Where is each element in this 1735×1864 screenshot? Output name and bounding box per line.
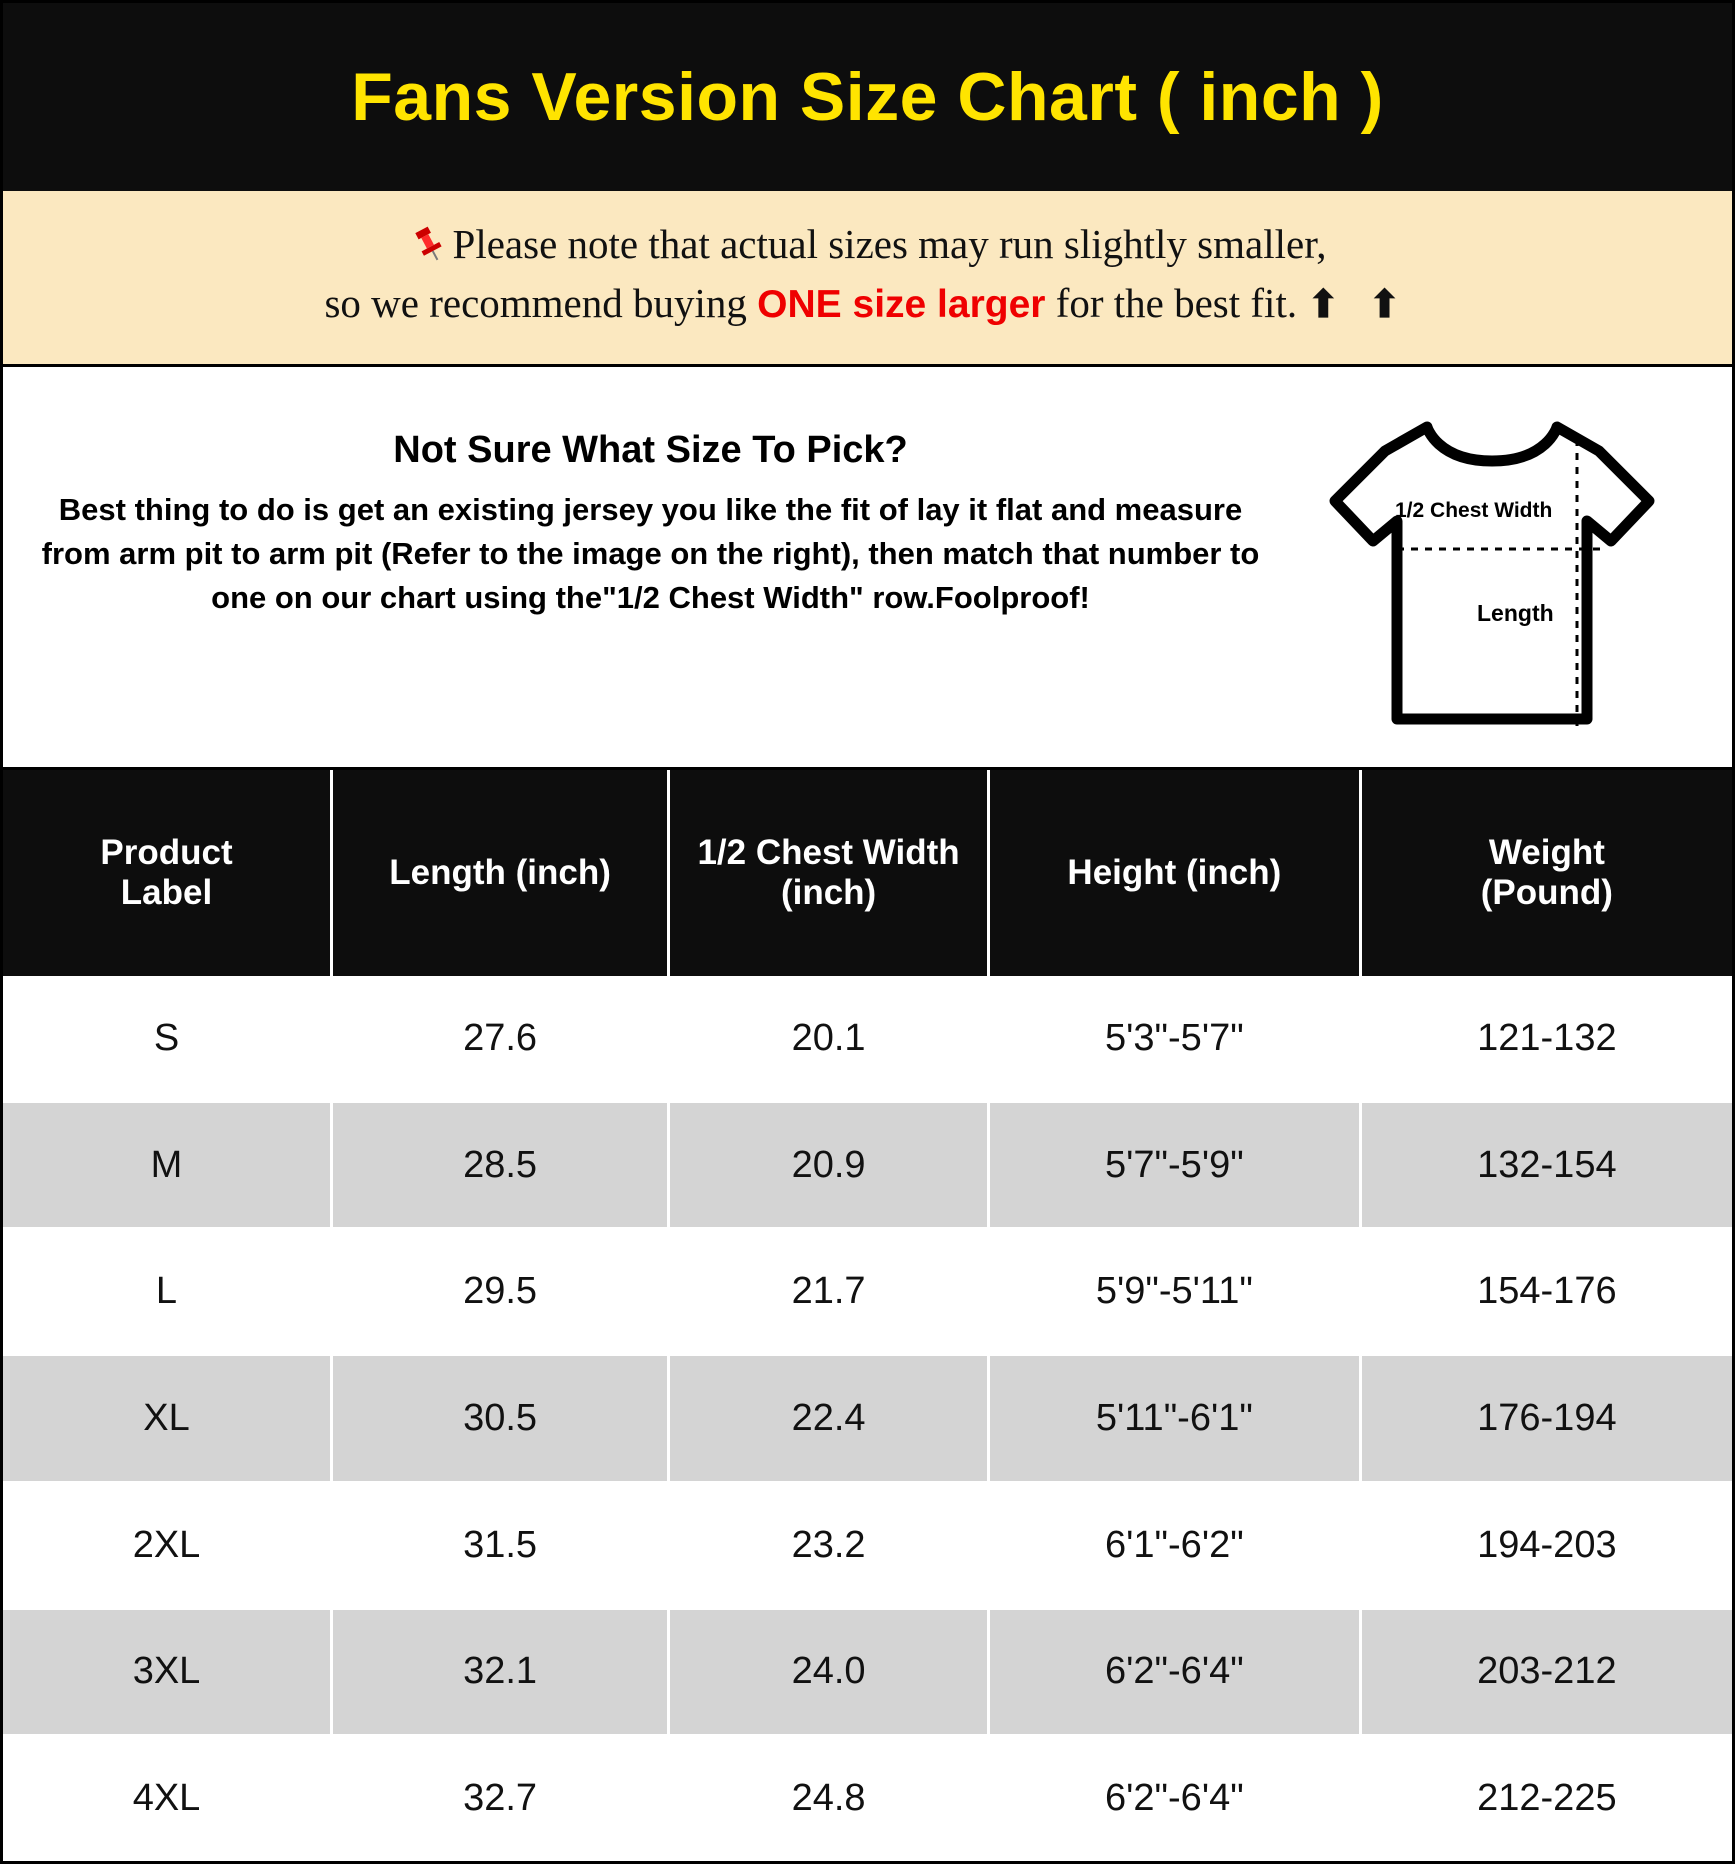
- note-emphasis: ONE size larger: [757, 283, 1046, 327]
- cell-height: 5'9"-5'11": [989, 1228, 1361, 1355]
- note-text-1: Please note that actual sizes may run slightly smaller,: [452, 221, 1327, 267]
- cell-height: 5'7"-5'9": [989, 1102, 1361, 1229]
- page-title: Fans Version Size Chart ( inch ): [351, 59, 1384, 135]
- cell-height: 5'3"-5'7": [989, 976, 1361, 1102]
- cell-chest: 24.8: [669, 1735, 989, 1861]
- table-row: [3, 1482, 1732, 1609]
- help-body: Best thing to do is get an existing jersey you like the fit of lay it flat and measure from arm pit to arm pit (Refer to the image on the right), then match that number to one on our chart using the"1/2 Chest Width" row.Foolproof!: [41, 491, 1260, 616]
- cell-length: 27.6: [332, 976, 669, 1102]
- cell-size-label: XL: [3, 1355, 332, 1482]
- cell-chest: 22.4: [669, 1355, 989, 1482]
- note-text-2-suffix: for the best fit.: [1045, 280, 1298, 327]
- table-row: [3, 1609, 1732, 1736]
- help-text-block: [23, 401, 1272, 620]
- length-label: Length: [1477, 599, 1554, 626]
- table-row: [3, 1355, 1732, 1482]
- table-row: [3, 1735, 1732, 1861]
- table-row: [3, 1102, 1732, 1229]
- header-height: Height (inch): [989, 770, 1361, 976]
- arrow-up-icon: ⬆ ⬆: [1307, 284, 1411, 327]
- cell-height: 6'1"-6'2": [989, 1482, 1361, 1609]
- cell-weight: 212-225: [1360, 1735, 1732, 1861]
- cell-size-label: 3XL: [3, 1609, 332, 1736]
- cell-chest: 20.1: [669, 976, 989, 1102]
- cell-size-label: L: [3, 1228, 332, 1355]
- size-table: [3, 770, 1732, 1861]
- cell-chest: 23.2: [669, 1482, 989, 1609]
- cell-weight: 194-203: [1360, 1482, 1732, 1609]
- cell-length: 28.5: [332, 1102, 669, 1229]
- title-bar: [3, 3, 1732, 191]
- header-chest-width: 1/2 Chest Width (inch): [669, 770, 989, 976]
- note-text-2-prefix: so we recommend buying: [324, 280, 758, 327]
- header-weight: Weight (Pound): [1360, 770, 1732, 976]
- cell-weight: 121-132: [1360, 976, 1732, 1102]
- cell-chest: 21.7: [669, 1228, 989, 1355]
- cell-size-label: 4XL: [3, 1735, 332, 1861]
- table-row: [3, 976, 1732, 1102]
- table-header-row: [3, 770, 1732, 976]
- cell-length: 32.1: [332, 1609, 669, 1736]
- cell-height: 6'2"-6'4": [989, 1609, 1361, 1736]
- chest-width-label: 1/2 Chest Width: [1395, 498, 1553, 522]
- note-line-2: [3, 274, 1732, 334]
- cell-height: 6'2"-6'4": [989, 1735, 1361, 1861]
- header-length: Length (inch): [332, 770, 669, 976]
- table-row: [3, 1228, 1732, 1355]
- tshirt-diagram: [1272, 401, 1712, 739]
- cell-chest: 24.0: [669, 1609, 989, 1736]
- note-banner: [3, 191, 1732, 367]
- cell-size-label: 2XL: [3, 1482, 332, 1609]
- cell-size-label: M: [3, 1102, 332, 1229]
- cell-length: 31.5: [332, 1482, 669, 1609]
- help-section: [3, 367, 1732, 770]
- cell-weight: 154-176: [1360, 1228, 1732, 1355]
- cell-length: 32.7: [332, 1735, 669, 1861]
- pushpin-icon: [409, 224, 449, 264]
- size-table-wrap: [3, 770, 1732, 1861]
- note-line-1: [3, 215, 1732, 274]
- cell-height: 5'11"-6'1": [989, 1355, 1361, 1482]
- cell-length: 30.5: [332, 1355, 669, 1482]
- help-heading: Not Sure What Size To Pick?: [393, 428, 908, 471]
- tshirt-measure-icon: [1277, 409, 1707, 739]
- cell-size-label: S: [3, 976, 332, 1102]
- cell-chest: 20.9: [669, 1102, 989, 1229]
- cell-weight: 132-154: [1360, 1102, 1732, 1229]
- cell-weight: 203-212: [1360, 1609, 1732, 1736]
- header-product-label: Product Label: [3, 770, 332, 976]
- cell-weight: 176-194: [1360, 1355, 1732, 1482]
- cell-length: 29.5: [332, 1228, 669, 1355]
